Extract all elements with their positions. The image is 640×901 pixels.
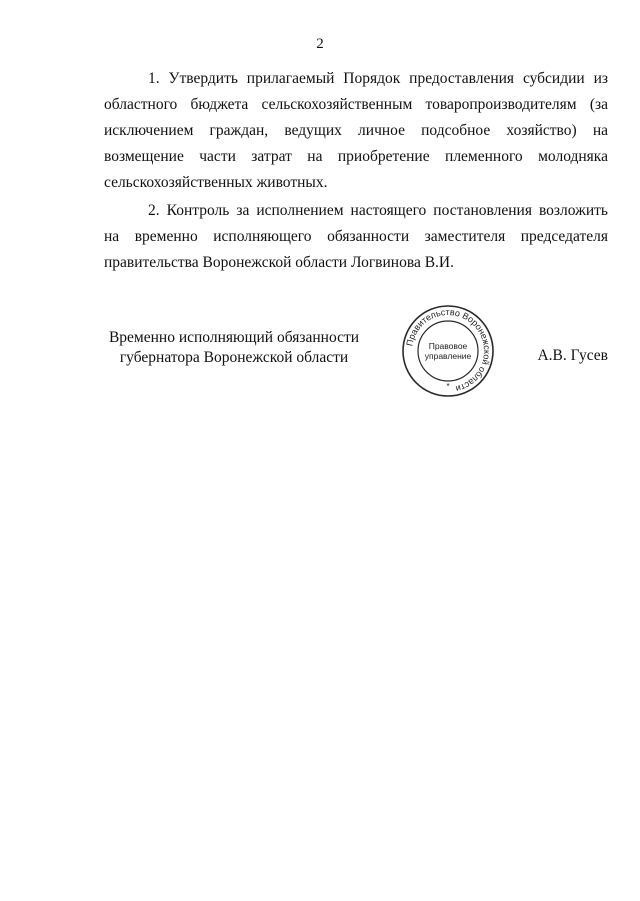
stamp-center-line1: Правовое — [428, 341, 468, 351]
signatory-position-line1: Временно исполняющий обязанности — [108, 329, 360, 346]
stamp-center-line2: управление — [424, 351, 472, 361]
paragraph-1: 1. Утвердить прилагаемый Порядок предоставления субсидии из областного бюджета сельскохозяйственным товаропроизводителям (за исключением граждан, ведущих личное подсобное хозяйство) на возмещение части затрат на приобретение племенного молодняка сельскохозяйственных животных. — [104, 70, 608, 191]
page-number: 2 — [316, 36, 324, 52]
paragraph-2: 2. Контроль за исполнением настоящего постановления возложить на временно исполняющего обязанности заместителя председателя правительства Воронежской области Логвинова В.И. — [104, 202, 608, 271]
approval-stamp — [400, 303, 496, 399]
signatory-position — [104, 328, 364, 368]
stamp-star: * — [446, 382, 450, 391]
signatory-position-line2: губернатора Воронежской области — [119, 349, 349, 366]
stamp-ring-text: Правительство Воронежской области — [404, 306, 493, 395]
signatory-name: А.В. Гусев — [537, 347, 608, 364]
